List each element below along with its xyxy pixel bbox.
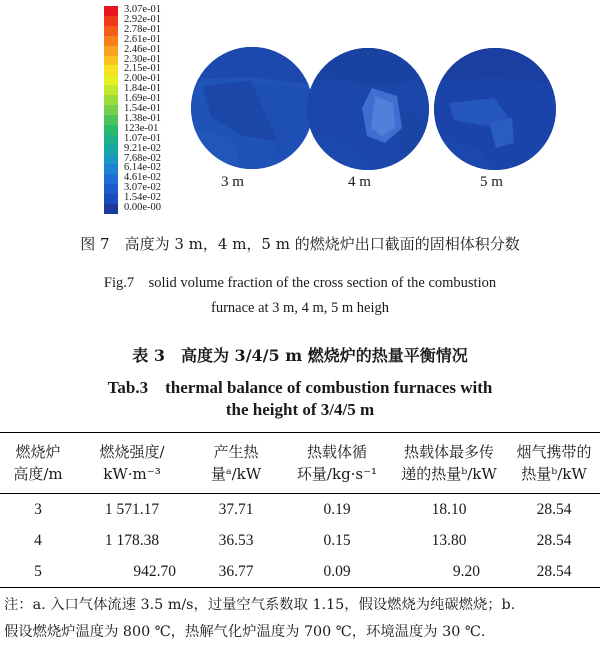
header-line: 热量ᵇ/kW (521, 465, 587, 483)
table-title-en-line2: the height of 3/4/5 m (225, 400, 375, 419)
table-cell: 13.80 (431, 531, 467, 549)
header-max-heat-transfer (390, 433, 508, 494)
header-furnace-height (0, 433, 76, 494)
table-cell: 4 (34, 531, 42, 549)
height-label-3m: 3 m (221, 174, 244, 190)
header-line: kW·m⁻³ (103, 465, 161, 483)
colorbar-label: 3.07e-01 (124, 4, 162, 15)
header-line: 高度/m (13, 465, 63, 483)
header-line: 热载体最多传 (403, 443, 494, 461)
figure-caption-cn: 图 7 高度为 3 m，4 m，5 m 的燃烧炉出口截面的固相体积分数 (80, 235, 520, 253)
colorbar-label: 2.92e-01 (124, 13, 162, 25)
table-cell: 1 178.38 (104, 531, 160, 549)
colorbar-swatch (104, 6, 118, 16)
colorbar (104, 6, 118, 214)
colorbar-label: 1.84e-01 (124, 83, 162, 95)
colorbar-label: 2.61e-01 (124, 33, 162, 45)
colorbar-swatch (104, 36, 118, 46)
colorbar-label: 9.21e-02 (124, 142, 162, 154)
table-cell: 0.19 (323, 500, 351, 518)
colorbar-swatch (104, 194, 118, 204)
colorbar-swatch (104, 174, 118, 184)
table-note-line1: 注：a. 入口气体流速 3.5 m/s，过量空气系数取 1.15，假设燃烧为纯碳燃烧；b. (4, 597, 516, 613)
colorbar-label: 1.69e-01 (124, 93, 162, 105)
colorbar-swatch (104, 46, 118, 56)
table-cell: 37.71 (218, 500, 254, 518)
table-note-line2: 假设燃烧炉温度为 800 ℃，热解气化炉温度为 700 ℃，环境温度为 30 ℃. (4, 624, 486, 640)
contour-plot-4m (307, 48, 429, 170)
header-heat-produced (188, 433, 284, 494)
header-line: 产生热 (213, 443, 259, 461)
table-cell: 28.54 (536, 500, 572, 518)
colorbar-label: 4.61e-02 (124, 172, 162, 184)
colorbar-swatch (104, 65, 118, 75)
table-title-cn: 表 3 高度为 3/4/5 m 燃烧炉的热量平衡情况 (132, 346, 468, 365)
table-cell: 9.20 (452, 562, 480, 580)
colorbar-label: 2.78e-01 (124, 23, 162, 35)
table-cell: 0.15 (323, 531, 351, 549)
table-cell: 28.54 (536, 562, 572, 580)
colorbar-label: 1.54e-01 (124, 103, 162, 115)
header-line: 量ᵃ/kW (210, 465, 262, 483)
colorbar-swatch (104, 145, 118, 155)
colorbar-label: 6.14e-02 (124, 162, 162, 174)
height-label-4m: 4 m (348, 174, 371, 190)
colorbar-swatch (104, 115, 118, 125)
table-title-en-line1: Tab.3 thermal balance of combustion furnaces with (107, 378, 493, 397)
colorbar-swatch (104, 75, 118, 85)
header-line: 燃烧强度/ (99, 443, 165, 461)
colorbar-label: 3.07e-02 (124, 182, 162, 194)
colorbar-label: 0.00e-00 (124, 202, 162, 214)
header-line: 环量/kg·s⁻¹ (296, 465, 378, 483)
colorbar-swatch (104, 184, 118, 194)
colorbar-swatch (104, 105, 118, 115)
colorbar-swatch (104, 16, 118, 26)
height-label-5m: 5 m (480, 174, 503, 190)
figure-caption-en-line1: Fig.7 solid volume fraction of the cross section of the combustion (103, 275, 497, 291)
header-combustion-intensity (76, 433, 188, 494)
table-cell: 18.10 (431, 500, 467, 518)
colorbar-label: 1.07e-01 (124, 132, 162, 144)
table-row (0, 556, 600, 588)
colorbar-swatch (104, 85, 118, 95)
figure-caption-en-line2: furnace at 3 m, 4 m, 5 m heigh (211, 300, 389, 316)
header-carrier-circulation (284, 433, 390, 494)
header-line: 烟气携带的 (516, 443, 592, 461)
colorbar-swatch (104, 204, 118, 214)
thermal-balance-table (0, 432, 600, 588)
colorbar-label: 1.54e-02 (124, 192, 162, 204)
table-row (0, 494, 600, 526)
colorbar-label: 2.30e-01 (124, 53, 162, 65)
contour-plot-3m (191, 47, 313, 169)
contour-plot-5m (434, 48, 556, 170)
colorbar-swatch (104, 56, 118, 66)
colorbar-swatch (104, 125, 118, 135)
colorbar-label: 1.38e-01 (124, 112, 162, 124)
colorbar-label: 123e-01 (124, 122, 159, 134)
colorbar-label: 2.46e-01 (124, 43, 162, 55)
table-cell: 0.09 (323, 562, 351, 580)
table-cell: 36.77 (218, 562, 254, 580)
table-row (0, 525, 600, 556)
colorbar-swatch (104, 95, 118, 105)
header-flue-gas-heat (508, 433, 600, 494)
table-cell: 1 571.17 (104, 500, 160, 518)
colorbar-label: 2.15e-01 (124, 63, 162, 75)
table-cell: 3 (34, 500, 42, 518)
header-line: 热载体循 (306, 443, 367, 461)
header-line: 燃烧炉 (15, 443, 61, 461)
colorbar-swatch (104, 164, 118, 174)
colorbar-swatch (104, 135, 118, 145)
header-line: 递的热量ᵇ/kW (401, 465, 497, 483)
table-cell: 942.70 (133, 562, 176, 580)
colorbar-swatch (104, 155, 118, 165)
table-cell: 5 (34, 562, 42, 580)
table-cell: 28.54 (536, 531, 572, 549)
colorbar-label: 7.68e-02 (124, 152, 162, 164)
colorbar-swatch (104, 26, 118, 36)
table-cell: 36.53 (218, 531, 254, 549)
table-header-row (0, 433, 600, 494)
colorbar-label: 2.00e-01 (124, 73, 162, 85)
